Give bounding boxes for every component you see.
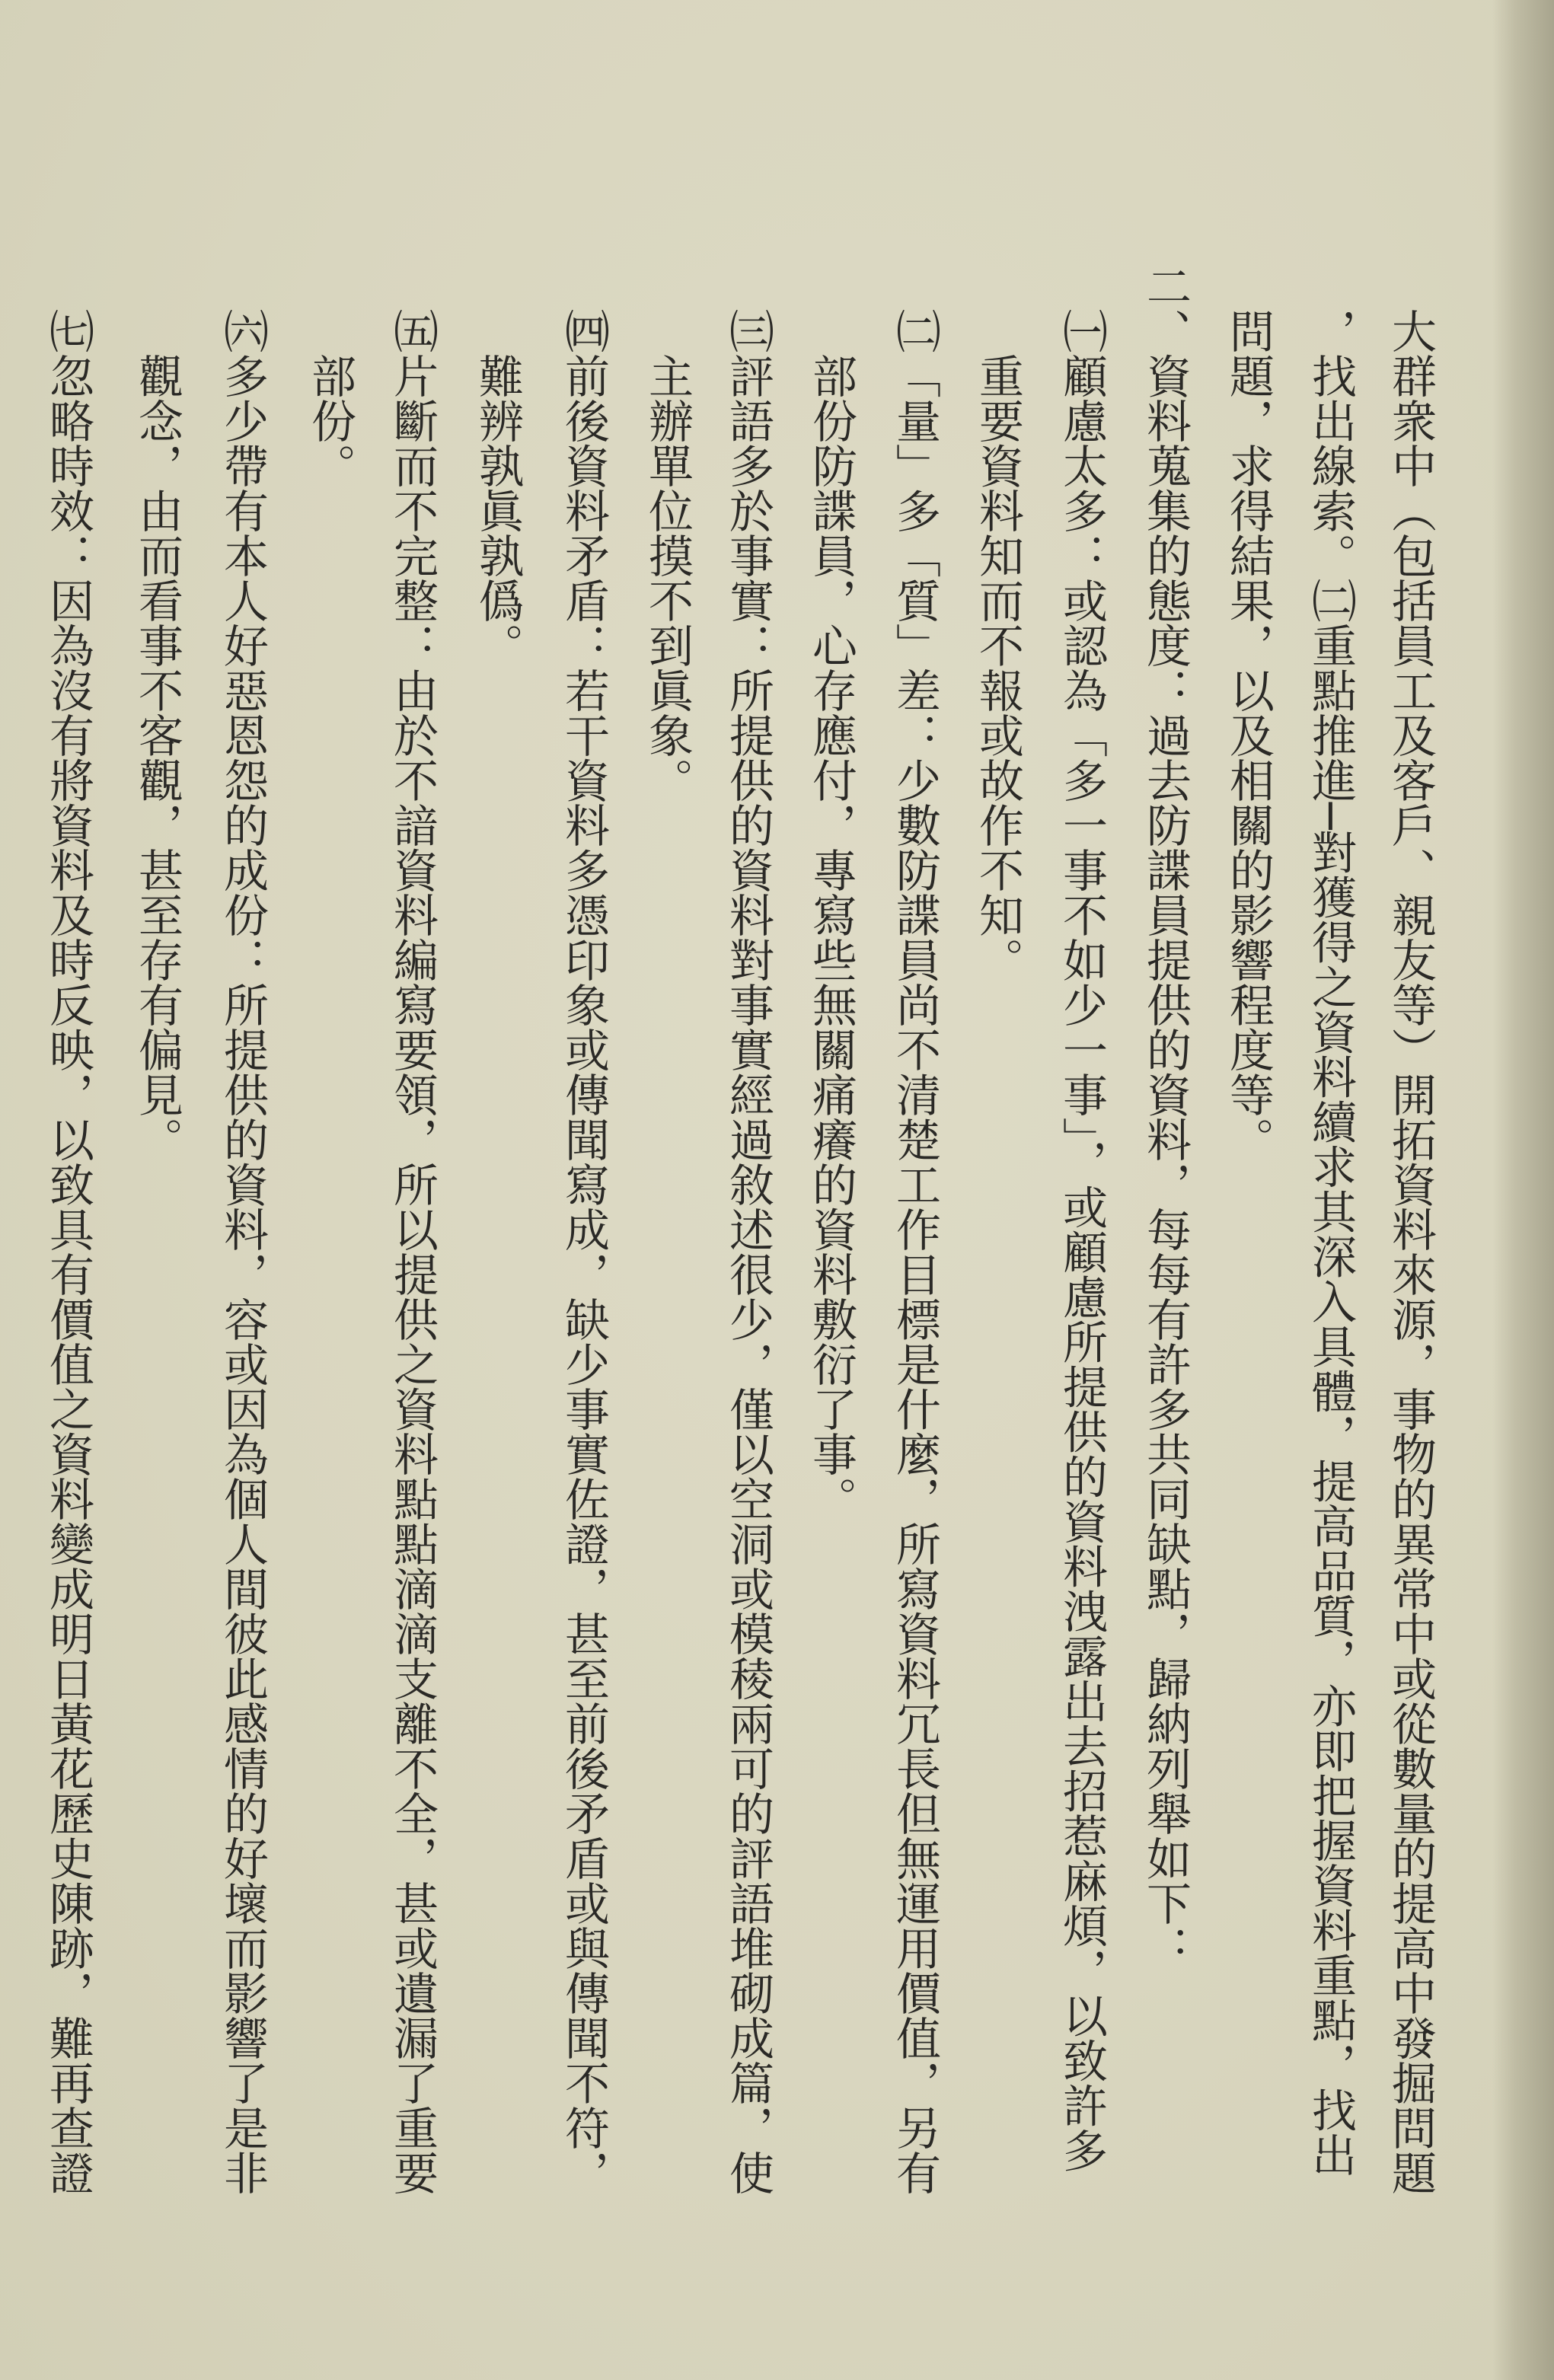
list-item-5: ㈤片斷而不完整：由於不諳資料編寫要領，所以提供之資料點點滴滴支離不全，甚或遺漏了重要 — [386, 308, 439, 2195]
text-column-3: 問題，求得結果，以及相關的影響程度等。 — [1222, 308, 1275, 1162]
list-item-3-continued: 主辦單位摸不到眞象。 — [641, 353, 694, 802]
list-item-4: ㈣前後資料矛盾：若干資料多憑印象或傳聞寫成，缺少事實佐證，甚至前後矛盾或與傳聞不符， — [557, 308, 610, 2195]
list-item-2: ㈡「量」多「質」差：少數防諜員尚不清楚工作目標是什麼，所寫資料冗長但無運用價值，另有 — [889, 308, 941, 2195]
list-item-5-continued: 部份。 — [304, 353, 356, 488]
list-item-2-continued: 部份防諜員，心存應付，專寫些無關痛癢的資料敷衍了事。 — [805, 353, 857, 1521]
list-item-4-continued: 難辨孰眞孰僞。 — [471, 353, 524, 668]
text-column-1: 大群衆中（包括員工及客戶、親友等）開拓資料來源，事物的異常中或從數量的提高中發掘問題 — [1384, 308, 1437, 2195]
list-item-6-continued: 觀念，由而看事不客觀，甚至存有偏見。 — [131, 353, 183, 1162]
list-item-7: ㈦忽略時效：因為沒有將資料及時反映，以致具有價值之資料變成明日黃花歷史陳跡，難再查證 — [42, 308, 94, 2195]
list-item-6: ㈥多少帶有本人好惡恩怨的成份：所提供的資料，容或因為個人間彼此感情的好壞而影響了是非 — [216, 308, 269, 2195]
list-item-3: ㈢評語多於事實：所提供的資料對事實經過敘述很少，僅以空洞或模稜兩可的評語堆砌成篇，使 — [722, 308, 774, 2195]
text-column-2: ，找出線索。㈡重點推進─對獲得之資料續求其深入具體，提高品質，亦即把握資料重點，找出 — [1304, 308, 1357, 2177]
section-heading-2: 二、資料蒐集的態度：過去防諜員提供的資料，每每有許多共同缺點，歸納列舉如下： — [1139, 263, 1192, 1970]
list-item-1-continued: 重要資料知而不報或故作不知。 — [972, 353, 1024, 982]
list-item-1: ㈠顧慮太多：或認為「多一事不如少一事」，或顧慮所提供的資料洩露出去招惹麻煩，以致許多 — [1055, 308, 1108, 2173]
